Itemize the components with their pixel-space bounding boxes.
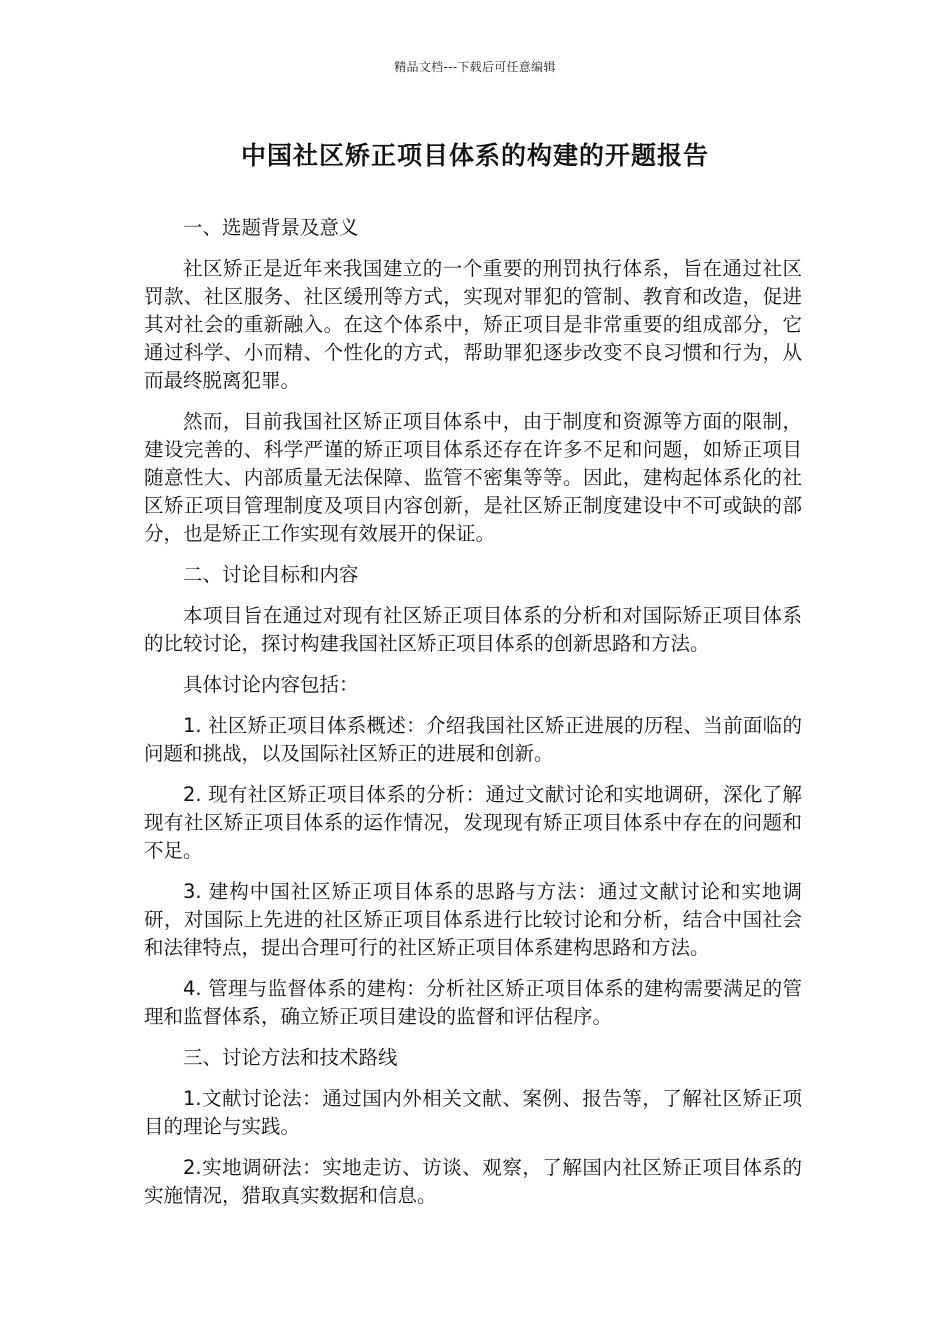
paragraph-content-intro: 具体讨论内容包括：: [183, 673, 359, 696]
section-heading-1: 一、选题背景及意义: [183, 216, 359, 239]
paragraph-objective: 本项目旨在通过对现有社区矫正项目体系的分析和对国际矫正项目体系的比较讨论，探讨构建我国社区矫正项目体系的创新思路和方法。: [144, 604, 802, 655]
list-item-4: 4. 管理与监督体系的建构：分析社区矫正项目体系的建构需要满足的管理和监督体系，确立矫正项目建设的监督和评估程序。: [144, 977, 802, 1028]
section-heading-3: 三、讨论方法和技术路线: [183, 1046, 398, 1069]
paragraph-background: 社区矫正是近年来我国建立的一个重要的刑罚执行体系，旨在通过社区罚款、社区服务、社区缓刑等方式，实现对罪犯的管制、教育和改造，促进其对社会的重新融入。在这个体系中，矫正项目是非常重要的组成部分，它通过科学、小而精、个性化的方式，帮助罪犯逐步改变不良习惯和行为，从而最终脱离犯罪。: [144, 257, 802, 392]
list-item-1: 1. 社区矫正项目体系概述：介绍我国社区矫正进展的历程、当前面临的问题和挑战，以及国际社区矫正的进展和创新。: [144, 714, 802, 765]
header-note: 精品文档---下载后可任意编辑: [394, 60, 556, 74]
method-item-2: 2.实地调研法：实地走访、访谈、观察，了解国内社区矫正项目体系的实施情况，猎取真实数据和信息。: [144, 1156, 802, 1207]
list-item-3: 3. 建构中国社区矫正项目体系的思路与方法：通过文献讨论和实地调研，对国际上先进的社区矫正项目体系进行比较讨论和分析，结合中国社会和法律特点，提出合理可行的社区矫正项目体系建构思路和方法。: [144, 880, 802, 959]
section-heading-2: 二、讨论目标和内容: [183, 563, 359, 586]
method-item-1: 1.文献讨论法：通过国内外相关文献、案例、报告等，了解社区矫正项目的理论与实践。: [144, 1087, 802, 1138]
document-title: 中国社区矫正项目体系的构建的开题报告: [240, 141, 709, 170]
list-item-2: 2. 现有社区矫正项目体系的分析：通过文献讨论和实地调研，深化了解现有社区矫正项目体系的运作情况，发现现有矫正项目体系中存在的问题和不足。: [144, 783, 802, 862]
document-body: [144, 214, 802, 1223]
paragraph-problems: 然而，目前我国社区矫正项目体系中，由于制度和资源等方面的限制，建设完善的、科学严谨的矫正项目体系还存在许多不足和问题，如矫正项目随意性大、内部质量无法保障、监管不密集等等。因此，建构起体系化的社区矫正项目管理制度及项目内容创新，是社区矫正制度建设中不可或缺的部分，也是矫正工作实现有效展开的保证。: [144, 410, 802, 545]
